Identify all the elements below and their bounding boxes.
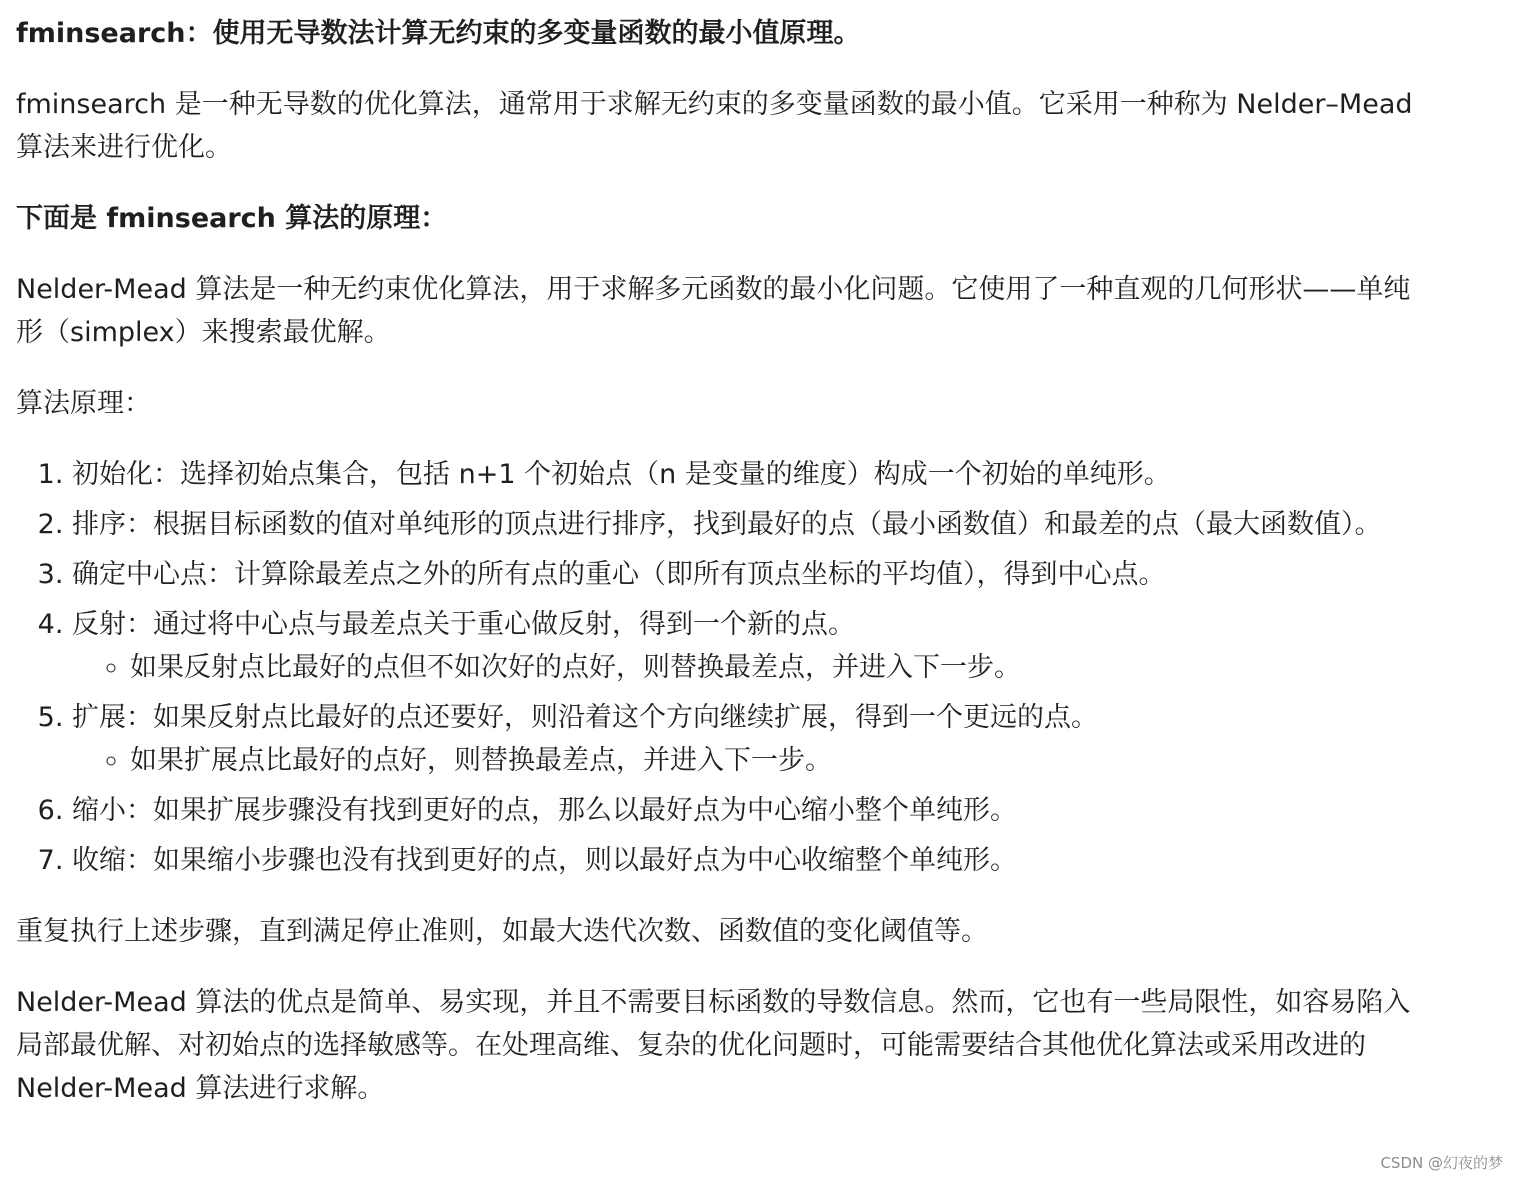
repeat-paragraph: 重复执行上述步骤，直到满足停止准则，如最大迭代次数、函数值的变化阈值等。: [16, 916, 988, 947]
steps-label: 算法原理：: [16, 388, 151, 419]
article-title: fminsearch：使用无导数法计算无约束的多变量函数的最小值原理。: [16, 18, 861, 49]
sub-list: [72, 646, 1436, 689]
conclusion-paragraph: Nelder-Mead 算法的优点是简单、易实现，并且不需要目标函数的导数信息。然而，它也有一些局限性，如容易陷入局部最优解、对初始点的选择敏感等。在处理高维、复杂的优化问题时，可能需要结合其他优化算法或采用改进的 Nelder-Mead 算法进行求解。: [16, 987, 1411, 1104]
algorithm-steps-list: [16, 453, 1436, 882]
sub-list: [72, 739, 1436, 782]
step-text: 排序：根据目标函数的值对单纯形的顶点进行排序，找到最好的点（最小函数值）和最差的点（最大函数值）。: [72, 509, 1382, 540]
list-item: [72, 453, 1436, 496]
step-text: 缩小：如果扩展步骤没有找到更好的点，那么以最好点为中心缩小整个单纯形。: [72, 795, 1017, 826]
step-text: 确定中心点：计算除最差点之外的所有点的重心（即所有顶点坐标的平均值），得到中心点。: [72, 559, 1166, 590]
csdn-watermark: CSDN @幻夜的梦: [1380, 1154, 1503, 1172]
list-item: [72, 603, 1436, 689]
sub-list-item: ◦ 如果扩展点比最好的点好，则替换最差点，并进入下一步。: [130, 739, 1436, 782]
list-item: [72, 839, 1436, 882]
sub-list-item: ◦ 如果反射点比最好的点但不如次好的点好，则替换最差点，并进入下一步。: [130, 646, 1436, 689]
intro-paragraph: fminsearch 是一种无导数的优化算法，通常用于求解无约束的多变量函数的最小值。它采用一种称为 Nelder–Mead 算法来进行优化。: [16, 89, 1413, 163]
list-item: [72, 553, 1436, 596]
list-item: [72, 696, 1436, 782]
step-text: 收缩：如果缩小步骤也没有找到更好的点，则以最好点为中心收缩整个单纯形。: [72, 845, 1017, 876]
step-text: 初始化：选择初始点集合，包括 n+1 个初始点（n 是变量的维度）构成一个初始的单纯形。: [72, 459, 1171, 490]
list-item: [72, 789, 1436, 832]
nelder-mead-description: Nelder-Mead 算法是一种无约束优化算法，用于求解多元函数的最小化问题。它使用了一种直观的几何形状——单纯形（simplex）来搜索最优解。: [16, 274, 1411, 348]
principle-heading: 下面是 fminsearch 算法的原理：: [16, 203, 448, 234]
list-item: [72, 503, 1436, 546]
step-text: 扩展：如果反射点比最好的点还要好，则沿着这个方向继续扩展，得到一个更远的点。: [72, 702, 1098, 733]
step-text: 反射：通过将中心点与最差点关于重心做反射，得到一个新的点。: [72, 609, 855, 640]
article-body: [16, 12, 1436, 1138]
